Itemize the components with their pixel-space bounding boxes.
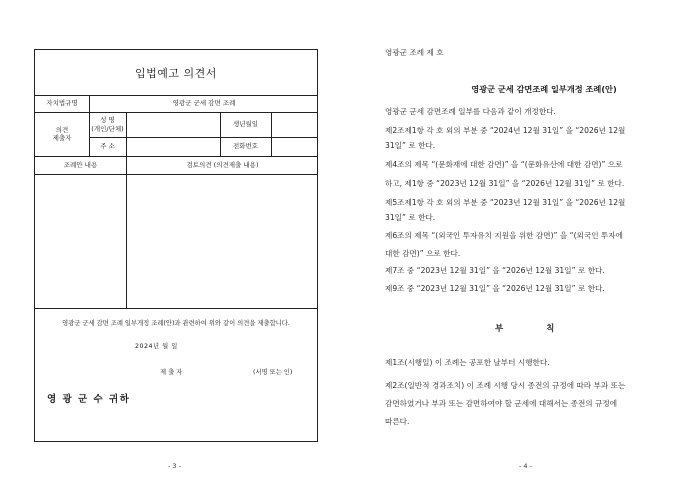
birth-label: 생년월일	[232, 120, 259, 129]
body-line: 31일” 로 한다.	[385, 213, 436, 222]
name-label: 성 명 (개인/단체)	[91, 116, 124, 133]
birth-field[interactable]	[271, 112, 319, 137]
ordinance-label: 자치법규명	[46, 99, 78, 108]
divider	[35, 308, 317, 309]
body-line: 대한 감면)” 으로 한다.	[385, 249, 461, 258]
ordinance-header: 영광군 조례 제 호	[385, 48, 444, 57]
content-field[interactable]	[35, 174, 126, 308]
body-line: 제6조의 제목 “(외국인 투자유치 지원을 위한 감면)” 을 “(외국인 투자에	[385, 231, 623, 240]
addendum-line: 감면하였거나 부과 또는 감면하여야 할 군세에 대해서는 종전의 규정에	[385, 399, 618, 408]
body-line: 제5조제1항 각 호 외의 부분 중 “2023년 12월 31일” 을 “2026년 12월	[385, 198, 626, 207]
body-line: 제9조 중 “2023년 12월 31일” 을 “2026년 12월 31일” 로 한다.	[385, 284, 605, 293]
body-line: 제4조의 제목 “(문화재에 대한 감면)” 을 “(문화유산에 대한 감면)” 으로	[385, 160, 623, 169]
address-label: 주 소	[100, 142, 115, 151]
addendum-line: 제2조(일반적 경과조치) 이 조례 시행 당시 종전의 규정에 따라 부과 또는	[385, 381, 626, 390]
date-line: 2024년 월 일	[135, 343, 178, 350]
signature-line: (서명 또는 인)	[253, 369, 293, 376]
body-line: 하고, 제1항 중 “2023년 12월 31일” 을 “2026년 12월 31일” 로 한다.	[385, 179, 625, 188]
page-number-right: - 4 -	[519, 462, 532, 470]
review-label: 검토의견 (의견제출 내용)	[186, 160, 259, 169]
phone-label: 전화번호	[232, 142, 259, 151]
page-number-left: - 3 -	[168, 462, 181, 470]
body-line: 제7조 중 “2023년 12월 31일” 을 “2026년 12월 31일” 로 한다.	[385, 266, 605, 275]
opinion-form	[34, 49, 318, 442]
name-field[interactable]	[126, 112, 220, 137]
form-title: 입법예고 의견서	[135, 67, 217, 80]
addressee: 영 광 군 수 귀하	[47, 394, 131, 405]
ordinance-name: 영광군 군세 감면 조례	[172, 99, 236, 108]
body-line: 영광군 군세 감면조례 일부를 다음과 같이 개정한다.	[385, 107, 556, 116]
body-line: 제2조제1항 각 호 외의 부분 중 “2024년 12월 31일” 을 “2026년 12월	[385, 126, 626, 135]
submitter-label: 의견 제출자	[52, 125, 72, 142]
addendum-line: 제1조(시행일) 이 조례는 공포한 날부터 시행한다.	[385, 358, 550, 367]
ordinance-title: 영광군 군세 감면조례 일부개정 조례(안)	[471, 84, 617, 94]
content-label: 조례안 내용	[63, 160, 98, 169]
body-line: 31일” 로 한다.	[385, 141, 436, 150]
submission-statement: 영광군 군세 감면 조례 일부개정 조례(안)과 관련하여 위와 같이 의견을 제출합니다.	[62, 320, 290, 327]
addendum-heading: 부 칙	[495, 324, 575, 334]
phone-field[interactable]	[271, 137, 319, 156]
address-field[interactable]	[126, 137, 220, 156]
submitter-line: 제 출 자	[160, 369, 183, 376]
addendum-line: 따른다.	[385, 417, 410, 426]
review-field[interactable]	[126, 174, 319, 308]
